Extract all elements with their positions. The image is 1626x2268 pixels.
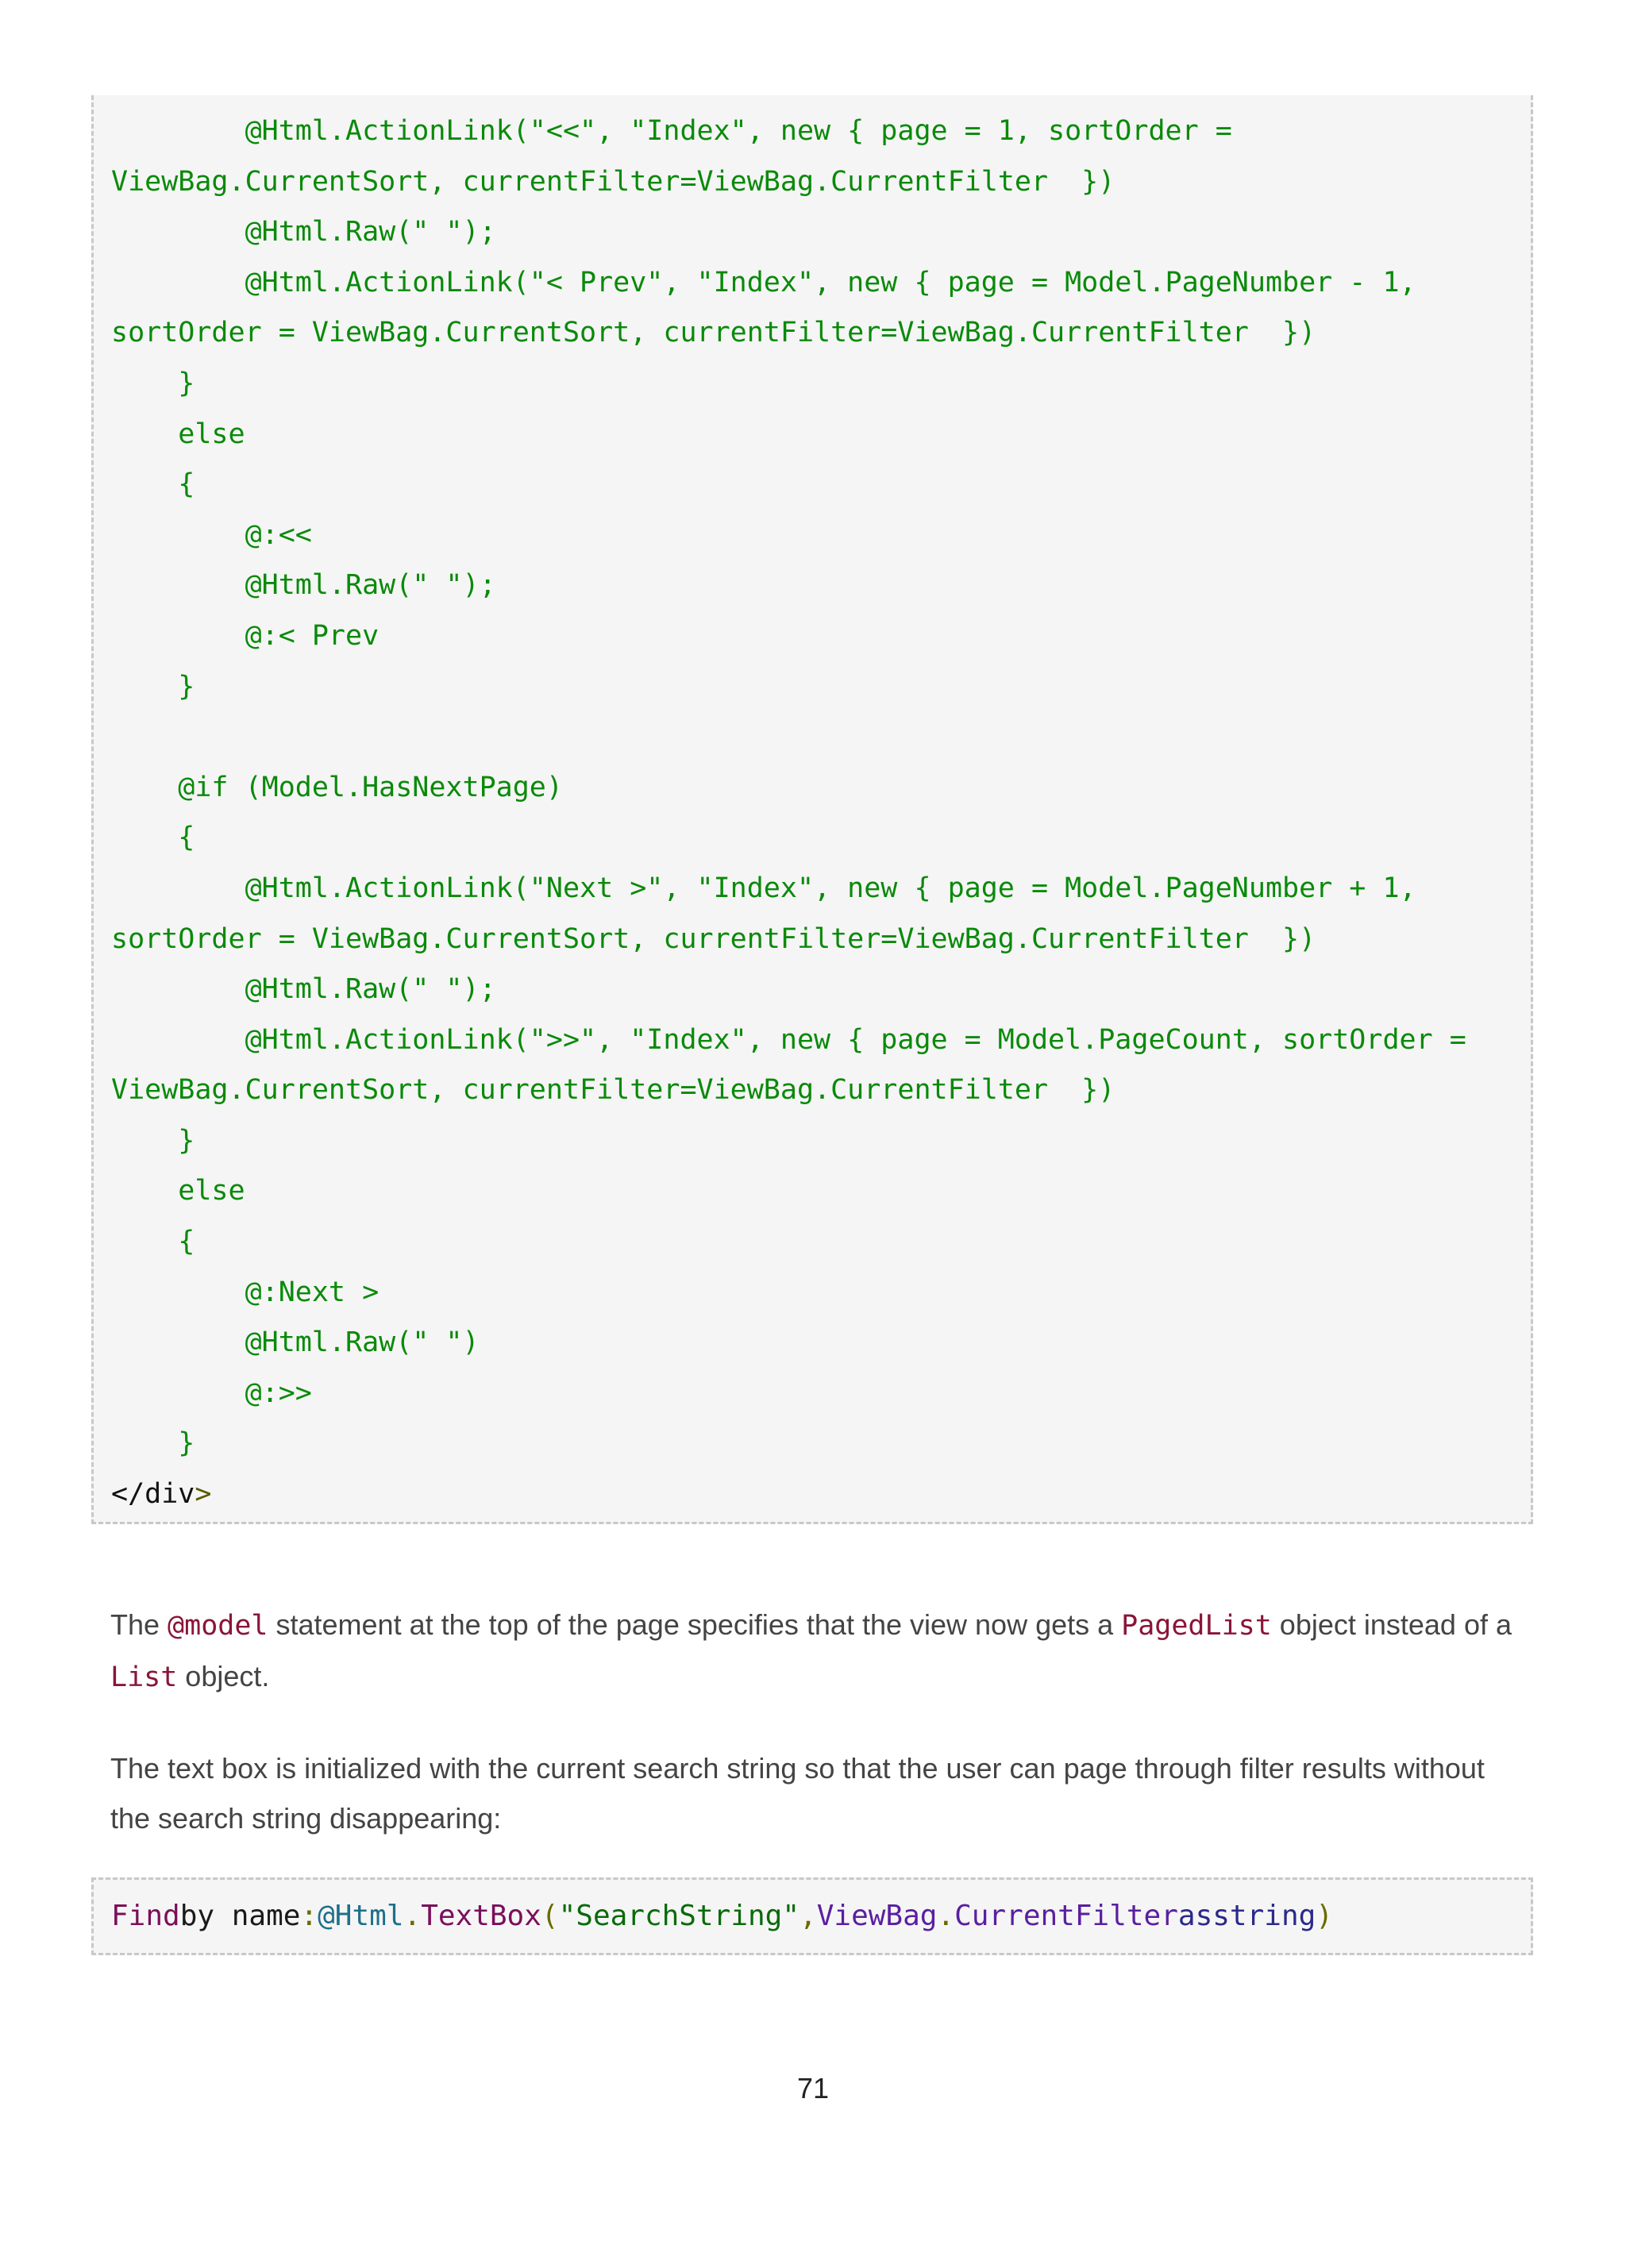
- code-line: @:>>: [111, 1377, 312, 1409]
- code-line: sortOrder = ViewBag.CurrentSort, currentFilter=ViewBag.CurrentFilter }): [111, 922, 1316, 955]
- inline-code-list: List: [110, 1662, 178, 1693]
- code-token: ): [1316, 1900, 1333, 1932]
- code-line: @if (Model.HasNextPage): [111, 771, 563, 803]
- code-line: @Html.ActionLink("<<", "Index", new { page = 1, sortOrder =: [111, 115, 1232, 147]
- code-line-textbox: [111, 1880, 1531, 1953]
- code-line: @:< Prev: [111, 619, 380, 652]
- code-token: :: [300, 1900, 318, 1932]
- code-line-closing-div: [111, 1469, 1531, 1520]
- code-token: string: [1212, 1900, 1316, 1932]
- paragraph-text: object.: [177, 1660, 270, 1692]
- code-line: {: [111, 1226, 195, 1258]
- code-token: (: [541, 1900, 559, 1932]
- code-token: as: [1177, 1900, 1213, 1932]
- code-token: CurrentFilter: [954, 1900, 1178, 1932]
- code-line: sortOrder = ViewBag.CurrentSort, currentFilter=ViewBag.CurrentFilter }): [111, 317, 1316, 349]
- code-token: "SearchString": [558, 1900, 800, 1932]
- inline-code-pagedlist: PagedList: [1121, 1610, 1272, 1642]
- code-line: }: [111, 1427, 195, 1460]
- code-token: .: [937, 1900, 955, 1932]
- code-token: ,: [800, 1900, 817, 1932]
- code-line: @Html.ActionLink("< Prev", "Index", new { page = Model.PageNumber - 1,: [111, 266, 1416, 298]
- paragraph-text-box: The text box is initialized with the current search string so that the user can page through filter results without the search string disappearing:: [110, 1752, 1485, 1835]
- code-line: @Html.Raw(" ");: [111, 569, 496, 602]
- code-token: .: [403, 1900, 422, 1932]
- closing-div-bracket: >: [195, 1478, 212, 1511]
- code-line: }: [111, 367, 195, 399]
- code-line: ViewBag.CurrentSort, currentFilter=ViewBag.CurrentFilter }): [111, 1074, 1115, 1107]
- code-token: Find: [111, 1900, 180, 1932]
- code-line: else: [111, 1175, 245, 1207]
- code-token: name: [214, 1900, 301, 1932]
- page-number: 71: [796, 2072, 830, 2104]
- inline-code-model: @model: [168, 1610, 268, 1642]
- code-token: by: [179, 1900, 215, 1932]
- paragraph-model-statement: [110, 1600, 1524, 1703]
- paragraph-text: statement at the top of the page specifies that the view now gets a: [268, 1608, 1122, 1641]
- code-token: ViewBag: [816, 1900, 938, 1932]
- closing-div-tag: </div: [111, 1478, 195, 1511]
- code-token: @Html: [318, 1900, 404, 1932]
- code-token: TextBox: [421, 1900, 541, 1932]
- code-line: @:<<: [111, 518, 312, 551]
- code-line: @Html.ActionLink(">>", "Index", new { page = Model.PageCount, sortOrder =: [111, 1023, 1466, 1056]
- code-line: {: [111, 468, 195, 501]
- code-line: @Html.Raw(" ");: [111, 973, 496, 1006]
- code-line: }: [111, 1124, 195, 1157]
- code-line: [111, 712, 1531, 763]
- paragraph-text: The: [110, 1608, 168, 1641]
- code-line: {: [111, 822, 195, 854]
- code-line: @Html.Raw(" ");: [111, 216, 496, 248]
- code-line: @Html.Raw(" "): [111, 1327, 480, 1359]
- code-line: ViewBag.CurrentSort, currentFilter=ViewBag.CurrentFilter }): [111, 165, 1115, 198]
- code-line: else: [111, 418, 245, 450]
- code-line: @Html.ActionLink("Next >", "Index", new { page = Model.PageNumber + 1,: [111, 872, 1416, 904]
- code-block-textbox: [91, 1877, 1533, 1955]
- code-line: @:Next >: [111, 1276, 380, 1308]
- code-line: }: [111, 670, 195, 703]
- paragraph-text: object instead of a: [1271, 1608, 1512, 1641]
- code-block-pagination: [91, 95, 1533, 1524]
